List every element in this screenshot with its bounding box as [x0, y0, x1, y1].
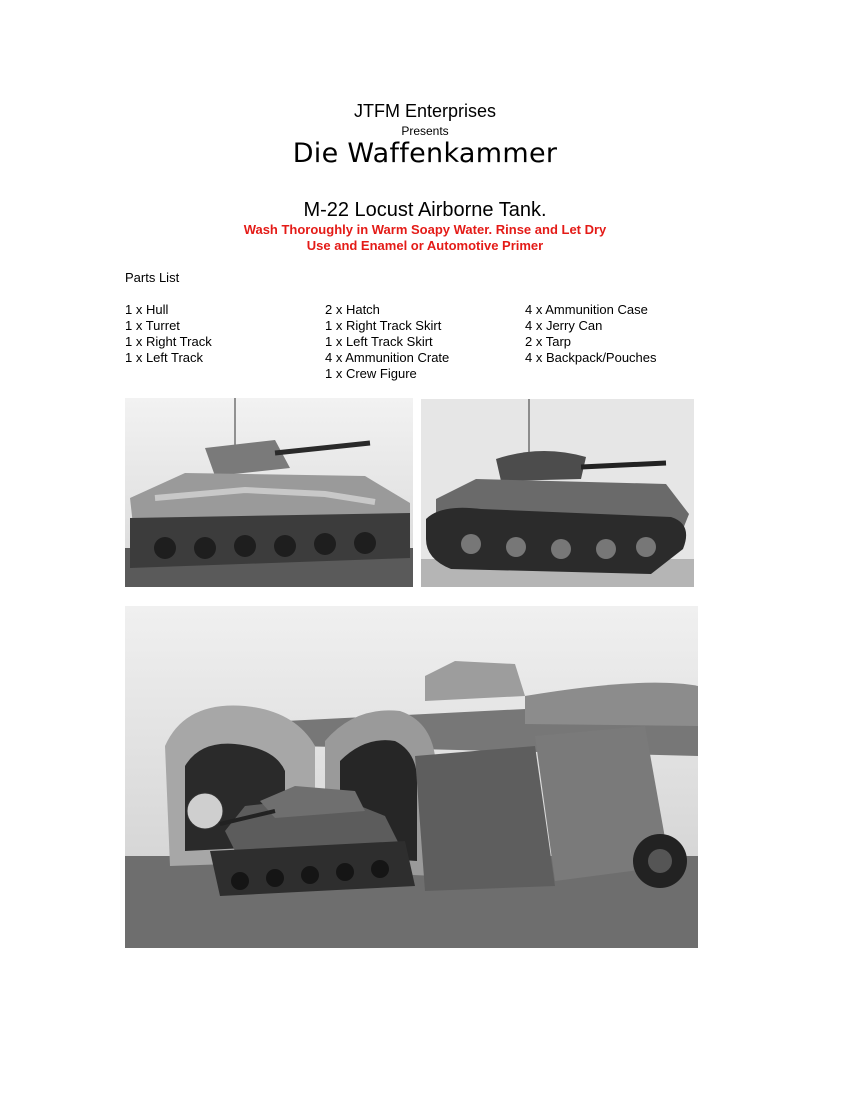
part-item: 1 x Right Track Skirt: [325, 318, 442, 333]
part-item: 4 x Ammunition Crate: [325, 350, 450, 365]
parts-column-1: [125, 302, 212, 366]
company-name: JTFM Enterprises: [353, 101, 497, 121]
kit-title: M-22 Locust Airborne Tank.: [303, 199, 547, 221]
part-item: 1 x Left Track Skirt: [325, 334, 433, 349]
parts-column-3: [525, 302, 657, 366]
tank-side-photo: [125, 398, 413, 587]
part-item: 2 x Hatch: [325, 302, 380, 317]
tank-front-photo: [421, 399, 694, 587]
part-item: 1 x Hull: [125, 302, 169, 317]
part-item: 1 x Right Track: [125, 334, 212, 349]
glider-tank-photo: [125, 606, 698, 948]
presents-text: Presents: [401, 124, 449, 138]
instruction-line-2: Use and Enamel or Automotive Primer: [306, 238, 544, 253]
part-item: 2 x Tarp: [525, 334, 572, 349]
part-item: 4 x Backpack/Pouches: [525, 350, 657, 365]
part-item: 1 x Turret: [125, 318, 180, 333]
parts-list-heading: Parts List: [125, 270, 180, 285]
part-item: 1 x Left Track: [125, 350, 204, 365]
part-item: 4 x Jerry Can: [525, 318, 603, 333]
brand-title: Die Waffenkammer: [292, 138, 558, 169]
parts-column-2: [325, 302, 449, 382]
instruction-line-1: Wash Thoroughly in Warm Soapy Water. Rinse and Let Dry: [243, 222, 607, 237]
part-item: 1 x Crew Figure: [325, 366, 417, 381]
part-item: 4 x Ammunition Case: [525, 302, 648, 317]
